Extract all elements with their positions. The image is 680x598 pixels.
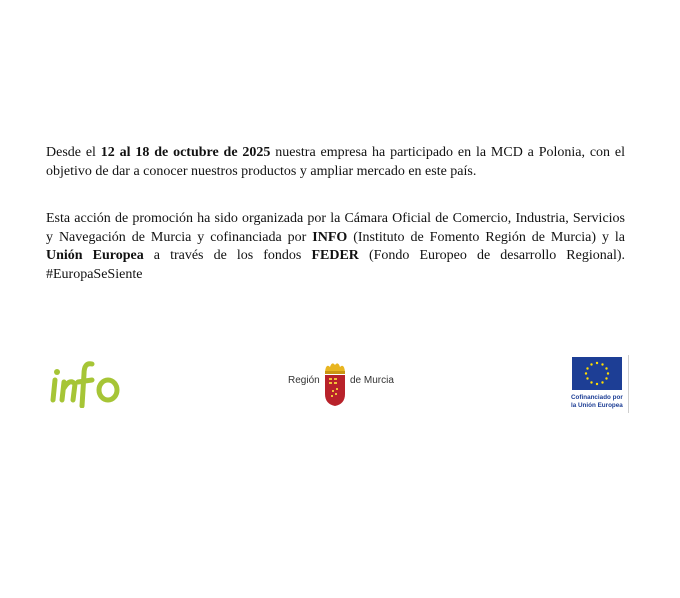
- eu-text-line1: Cofinanciado por: [571, 394, 623, 401]
- eu-text-line2: la Unión Europea: [571, 401, 623, 409]
- text-segment: Desde el: [46, 145, 101, 160]
- event-dates: 12 al 18 de octubre de 2025: [100, 145, 271, 160]
- info-logo: [48, 360, 124, 408]
- feder-bold: FEDER: [311, 248, 359, 263]
- union-europea-bold: Unión Europea: [46, 248, 144, 263]
- text-segment: (Fondo Europeo de desarrollo Regional). #EuropaSeSiente: [46, 248, 625, 282]
- info-logo-icon: [48, 360, 124, 408]
- eu-cofinanced-text: [571, 394, 623, 409]
- info-bold: INFO: [312, 229, 348, 245]
- eu-flag-icon: [572, 357, 622, 390]
- murcia-shield-icon: [322, 360, 348, 406]
- murcia-text: de Murcia: [350, 375, 394, 386]
- region-murcia-logo: [286, 360, 400, 406]
- paragraph-participation: [46, 144, 625, 181]
- eu-cofinanced-logo: [570, 355, 632, 415]
- text-segment: a través de los fondos: [143, 248, 312, 263]
- divider: [628, 355, 629, 413]
- text-segment: (Instituto de Fomento Región de Murcia) y la: [347, 229, 625, 245]
- region-text: Región: [288, 375, 320, 386]
- text-segment: nuestra empresa ha participado en la MCD a Polonia, con el objetivo de dar a conocer nuestros productos y ampliar mercado en este país.: [46, 145, 626, 179]
- paragraph-funding: [46, 210, 625, 284]
- text-segment: Esta acción de promoción ha sido organizada por la Cámara Oficial de Comercio, Industria, Servicios y Navegación de Murcia y cofinanciada por: [46, 211, 625, 245]
